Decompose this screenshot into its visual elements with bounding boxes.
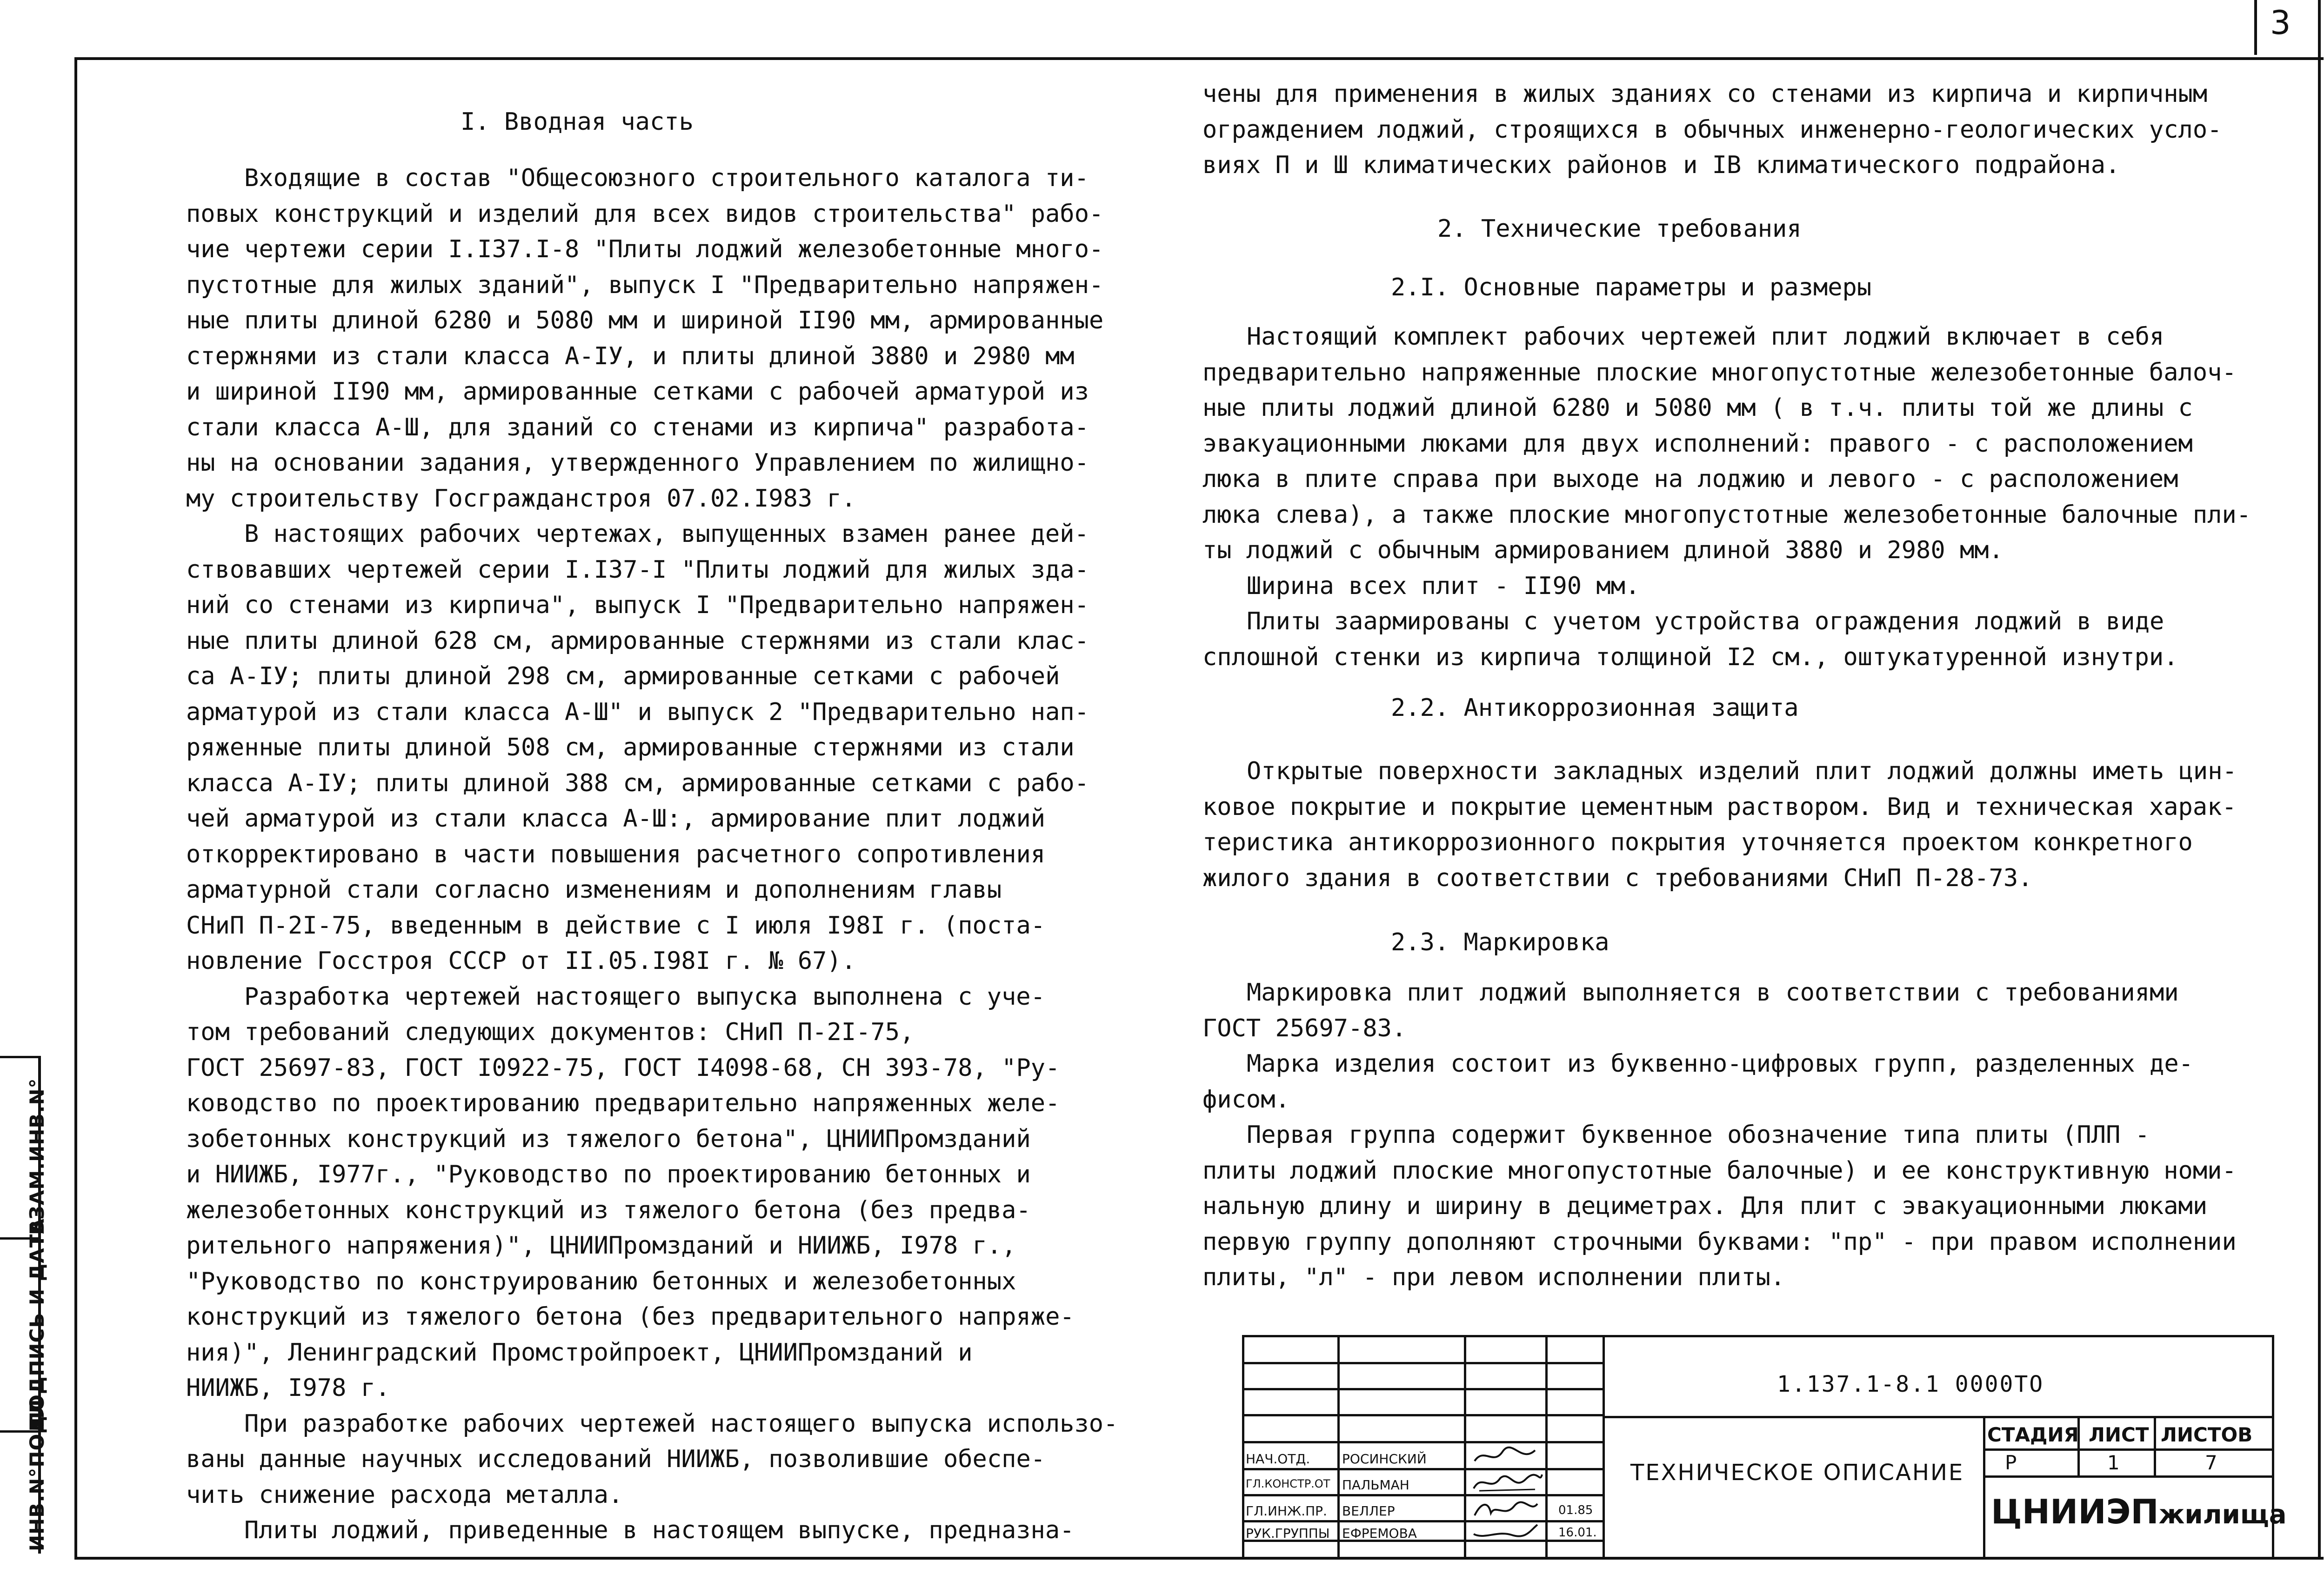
paragraph-2: В настоящих рабочих чертежах, выпущенных взамен ранее дей- ствовавших чертежей серии I.I37-I "Плиты лоджий для жилых зда- ний со стенами из кирпича", выпуск I "Предварительно напряжен- ные плиты длиной 628 см, армированные стержнями из стали клас- са А-IУ; плиты длиной 298 см, армированные сетками с рабочей арматурой из стали класса А-Ш" и выпуск 2 "Предварительно нап- ряженные плиты длиной 508 см, армированные стержнями из стали класса А-IУ; плиты длиной 388 см, армированные сетками с рабо- чей арматурой из стали класса А-Ш:, армирование плит лоджий откорректировано в части повышения расчетного сопротивления арматурной стали согласно изменениям и дополнениям главы СНиП П-2I-75, введенным в действие с I июля I98I г. (поста- новление Госстроя СССР от II.05.I98I г. № 67). [186,520,1089,975]
name-2: ПАЛЬМАН [1342,1477,1409,1493]
section-2-1-text: Настоящий комплект рабочих чертежей плит лоджий включает в себя предварительно напряженные плоские многопустотные железобетонные балоч- ные плиты лоджий длиной 6280 и 5080 мм ( в т.ч. плиты той же длины с эвакуационными люками для двух исполнений: правого - с расположением люка в плите справа при выходе на лоджию и левого - с расположением люка слева), а также плоские многопустотные железобетонные балочные пли- ты лоджий с обычным армированием длиной 3880 и 2980 мм. Ширина всех плит - II90 мм. Плиты заармированы с учетом устройства ограждения лоджий в виде сплошной стенки из кирпича толщиной I2 см., оштукатуренной изнутри. [1202,323,2251,671]
section-2-1-heading: 2.I. Основные параметры и размеры [1391,274,1872,301]
sheets-header: ЛИСТОВ [2161,1423,2253,1446]
section-2-3-text: Маркировка плит лоджий выполняется в соответствии с требованиями ГОСТ 25697-83. Марка изделия состоит из буквенно-цифровых групп, разделенных де- фисом. Первая группа содержит буквенное обозначение типа плиты (ПЛП - плиты лоджий плоские многопустотные балочные) и ее конструктивную номи- нальную длину и ширину в дециметрах. Для плит с эвакуационными люками первую группу дополняют строчными буквами: "пр" - при правом исполнении плиты, "л" - при левом исполнении плиты. [1202,979,2237,1291]
sign-date-label: ПОДПИСЬ И ДАТА [26,1218,48,1428]
signature-mark [1470,1445,1540,1468]
role-3: ГЛ.ИНЖ.ПР. [1246,1503,1327,1519]
section-2-2-heading: 2.2. Антикоррозионная защита [1391,694,1799,722]
sheet-value: 1 [2107,1451,2120,1474]
title-block [1242,1335,2287,1558]
right-intro-text: чены для применения в жилых зданиях со стенами из кирпича и кирпичным ограждением лоджий, строящихся в обычных инженерно-геологических усло- виях П и Ш климатических районов и IВ климатического подрайона. [1202,80,2222,179]
stage-value: Р [2005,1451,2017,1474]
organization-name: ЦНИИЭПжилища [1991,1492,2287,1531]
stage-header: СТАДИЯ [1987,1423,2079,1446]
name-3: ВЕЛЛЕР [1342,1503,1395,1519]
sheets-value: 7 [2205,1451,2217,1474]
section-2-2-text: Открытые поверхности закладных изделий плит лоджий должны иметь цин- ковое покрытие и покрытие цементным раствором. Вид и техническая харак- теристика антикоррозионного покрытия уточняется проектом конкретного жилого здания в соответствии с требованиями СНиП П-28-73. [1202,757,2237,892]
document-title: ТЕХНИЧЕСКОЕ ОПИСАНИЕ [1630,1460,1964,1486]
paragraph-5: Плиты лоджий, приведенные в настоящем выпуске, предназна- [244,1516,1075,1544]
role-4: РУК.ГРУППЫ [1246,1526,1330,1541]
paragraph-1: Входящие в состав "Общесоюзного строительного каталога ти- повых конструкций и изделий для всех видов строительства" рабо- чие чертежи серии I.I37.I-8 "Плиты лоджий железобетонные много- пустотные для жилых зданий", выпуск I "Предварительно напряжен- ные плиты длиной 6280 и 5080 мм и шириной II90 мм, армированные стержнями из стали класса А-IУ, и плиты длиной 3880 и 2980 мм и шириной II90 мм, армированные сетками с рабочей арматурой из стали класса А-Ш, для зданий со стенами из кирпича" разработа- ны на основании задания, утвержденного Управлением по жилищно- му строительству Госгражданстроя 07.02.I983 г. [186,164,1104,513]
section-1-heading: I. Вводная часть [461,108,694,136]
signature-mark [1470,1521,1540,1542]
paragraph-4: При разработке рабочих чертежей настоящего выпуска использо- ваны данные научных исследований НИИЖБ, позволившие обеспе- чить снижение расхода металла. [186,1409,1118,1509]
name-1: РОСИНСКИЙ [1342,1451,1427,1467]
inv-podl-label: ИНВ.N°ПОДЛ [26,1399,48,1551]
sheet-number: 3 [2270,4,2291,42]
paragraph-3: Разработка чертежей настоящего выпуска выполнена с уче- том требований следующих документов: СНиП П-2I-75, ГОСТ 25697-83, ГОСТ I0922-75, ГОСТ I4098-68, СН 393-78, "Ру- ководство по проектированию предварительно напряженных желе- зобетонных конструкций из тяжелого бетона", ЦНИИПромзданий и НИИЖБ, I977г., "Руководство по проектированию бетонных и железобетонных конструкций из тяжелого бетона (без предва- рительного напряжения)", ЦНИИПромзданий и НИИЖБ, I978 г., "Руководство по конструированию бетонных и железобетонных конструкций из тяжелого бетона (без предварительного напряже- ния)", Ленинградский Промстройпроект, ЦНИИПромзданий и НИИЖБ, I978 г. [186,982,1075,1402]
date-4: 16.01. [1558,1526,1597,1540]
frame-right-edge [2318,0,2321,1559]
section-2-heading: 2. Технические требования [1437,215,1802,243]
sheet-header: ЛИСТ [2089,1423,2149,1446]
date-3: 01.85 [1558,1503,1593,1517]
name-4: ЕФРЕМОВА [1342,1526,1417,1541]
vzam-inv-label: ВЗАМ.ИНВ.N° [26,1078,48,1235]
signature-mark [1470,1497,1540,1520]
left-column-text [186,160,1116,1548]
side-stamp-strip [0,1056,48,1554]
signature-mark [1470,1470,1544,1495]
section-2-3-heading: 2.3. Маркировка [1391,928,1609,956]
role-1: НАЧ.ОТД. [1246,1451,1310,1467]
document-code: 1.137.1-8.1 0000ТО [1777,1371,2044,1397]
sheet-number-box [2254,0,2257,55]
role-2: ГЛ.КОНСТР.ОТ [1246,1477,1330,1490]
